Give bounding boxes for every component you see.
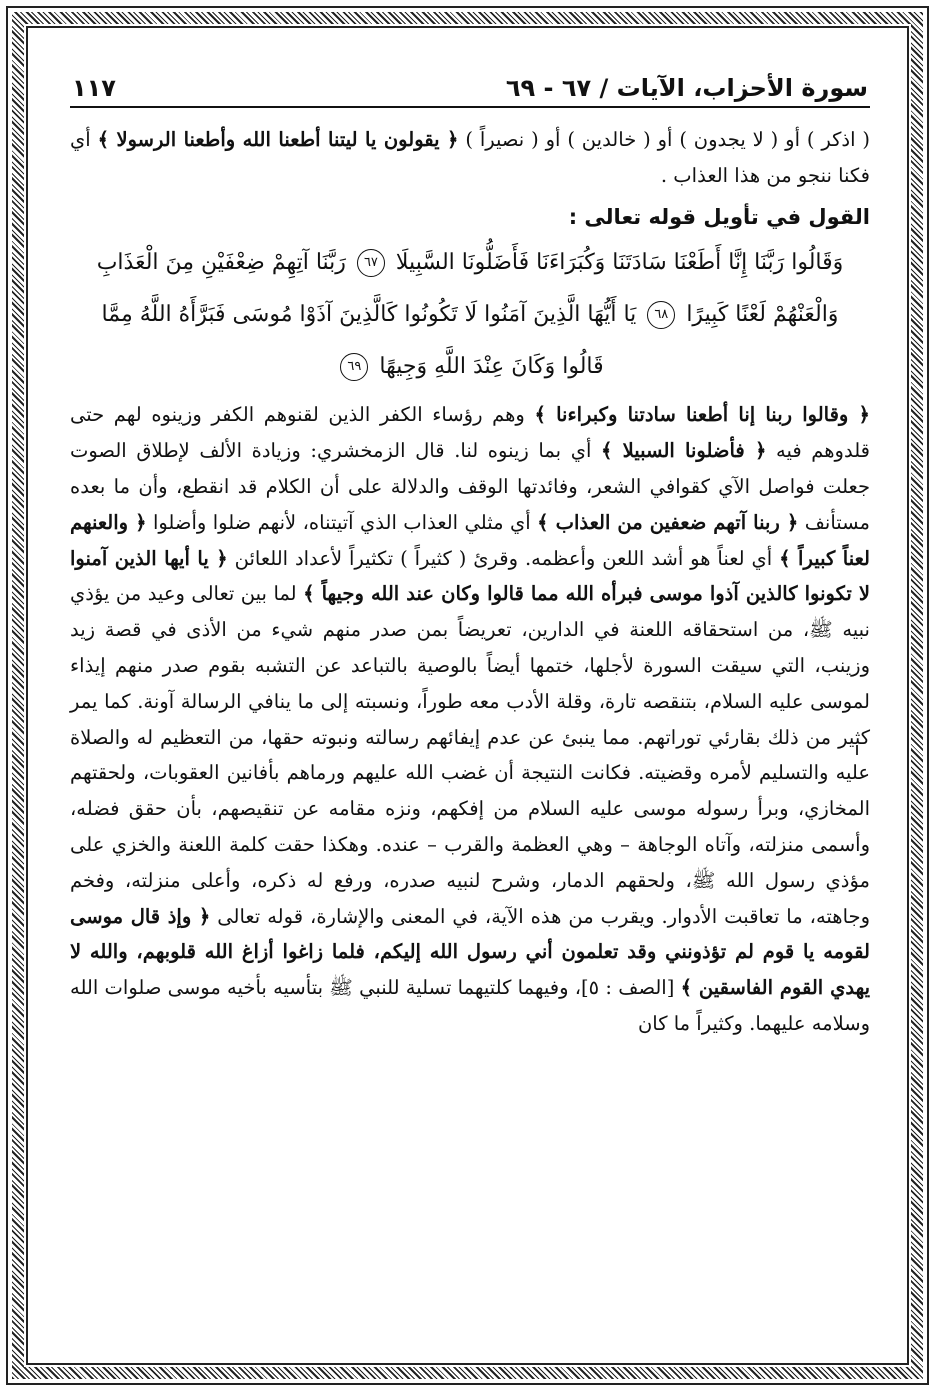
quran-quote: ﴿ فأضلونا السبيلا ﴾	[601, 439, 767, 463]
quran-verses-block	[70, 237, 870, 393]
quran-quote: ﴿ يا أيها الذين آمنوا لا تكونوا كالذين آذوا موسى فبرأه الله مما قالوا وكان عند الله وجيهاً ﴾	[70, 546, 870, 606]
verse-69: يَا أَيُّهَا الَّذِينَ آمَنُوا لَا تَكُونُوا كَالَّذِينَ آذَوْا مُوسَى فَبَرَّأَهُ اللَّهُ مِمَّا قَالُوا وَكَانَ عِنْدَ اللَّهِ وَجِيهًا	[101, 302, 637, 380]
running-header	[70, 62, 870, 108]
text: وهم رؤساء الكفر الذين لقنوهم الكفر وزينوه لهم حتى قلدوهم فيه	[70, 403, 870, 463]
verse-number-69: ٦٩	[340, 353, 368, 381]
text: أي لعناً هو أشد اللعن وأعظمه. وقرئ ( كثيراً ) تكثيراً لأعداد اللعائن	[227, 546, 780, 570]
page-body	[70, 108, 870, 1042]
verse-67: وَقَالُوا رَبَّنَا إِنَّا أَطَعْنَا سَادَتَنَا وَكُبَرَاءَنَا فَأَضَلُّونَا السَّبِيلَا	[395, 250, 844, 276]
text: أي بما زينوه لنا. قال الزمخشري: وزيادة الألف لإطلاق الصوت جعلت فواصل الآي كقوافي الشعر، وفائدتها الوقف والدلالة على أن الكلام قد انقطع، وأن ما بعده مستأنف	[70, 439, 870, 534]
verse-number-68: ٦٨	[647, 301, 675, 329]
quran-quote: ﴿ ربنا آتهم ضعفين من العذاب ﴾	[537, 510, 799, 534]
quran-quote: ﴿ والعنهم لعناً كبيراً ﴾	[70, 510, 870, 570]
paragraph-2	[70, 397, 870, 1041]
page-content	[70, 62, 870, 1362]
paragraph-1	[70, 122, 870, 194]
text: ( اذكر ) أو ( لا يجدون ) أو ( خالدين ) أو ( نصيراً )	[458, 128, 870, 151]
sura-title: سورة الأحزاب، الآيات / ٦٧ - ٦٩	[505, 74, 868, 102]
text: لما بين تعالى وعيد من يؤذي نبيه ﷺ، من استحقاقه اللعنة في الدارين، تعريضاً بمن صدر منهم شيء من الأذى في قصة زيد وزينب، التي سيقت السورة لأجلها، ختمها أيضاً بالوصية بالتباعد عن التشبه بقوم صدر منهم إيذاء لموسى عليه السلام، بتنقصه تارة، وقلة الأدب معه طوراً، ونسبته إلى ما ينافي الرسالة آونة. كما يمر كثير من ذلك بقارئي توراتهم. مما ينبئ عن عدم إيفائهم رسالته ونبوته حقها، من التعظيم له والصلاة عليه والتسليم لأمره وقضيته. فكانت النتيجة أن غضب الله عليهم ورماهم بأفانين العقوبات، ولحقتهم المخازي، وبرأ رسوله موسى عليه السلام من إفكهم، ونزه مقامه عن تنقيصهم، بأن حقق فضله، وأسمى منزلته، وآتاه الوجاهة – وهي العظمة والقرب – عنده. وهكذا حقت كلمة اللعنة والخزي على مؤذي رسول الله ﷺ، ولحقهم الدمار، وشرح لنبيه صدره، ورفع له ذكره، وأعلى منزلته، وفخم وجاهته، ما تعاقبت الأدوار. ويقرب من هذه الآية، في المعنى والإشارة، قوله تعالى	[70, 582, 870, 928]
page-number: ١١٧	[72, 74, 116, 102]
verse-68: رَبَّنَا آتِهِمْ ضِعْفَيْنِ مِنَ الْعَذَابِ وَالْعَنْهُمْ لَعْنًا كَبِيرًا	[96, 250, 839, 328]
section-heading: القول في تأويل قوله تعالى :	[568, 204, 870, 229]
text: [الصف : ٥]، وفيهما كلتيهما تسلية للنبي ﷺ بتأسيه بأخيه موسى صلوات الله وسلامه عليهما. وكثيراً ما كان	[70, 976, 870, 1035]
quran-quote: ﴿ يقولون يا ليتنا أطعنا الله وأطعنا الرسولا ﴾	[97, 128, 459, 151]
quran-quote: ﴿ وإذ قال موسى لقومه يا قوم لم تؤذونني وقد تعلمون أني رسول الله إليكم، فلما زاغوا أزاغ الله قلوبهم، والله لا يهدي القوم الفاسقين ﴾	[70, 904, 870, 1000]
text: أي مثلي العذاب الذي آتيتناه، لأنهم ضلوا وأضلوا	[146, 510, 538, 534]
quran-quote: ﴿ وقالوا ربنا إنا أطعنا سادتنا وكبراءنا ﴾	[534, 403, 870, 427]
verse-number-67: ٦٧	[357, 249, 385, 277]
text: أي فكنا ننجو من هذا العذاب .	[70, 128, 870, 187]
